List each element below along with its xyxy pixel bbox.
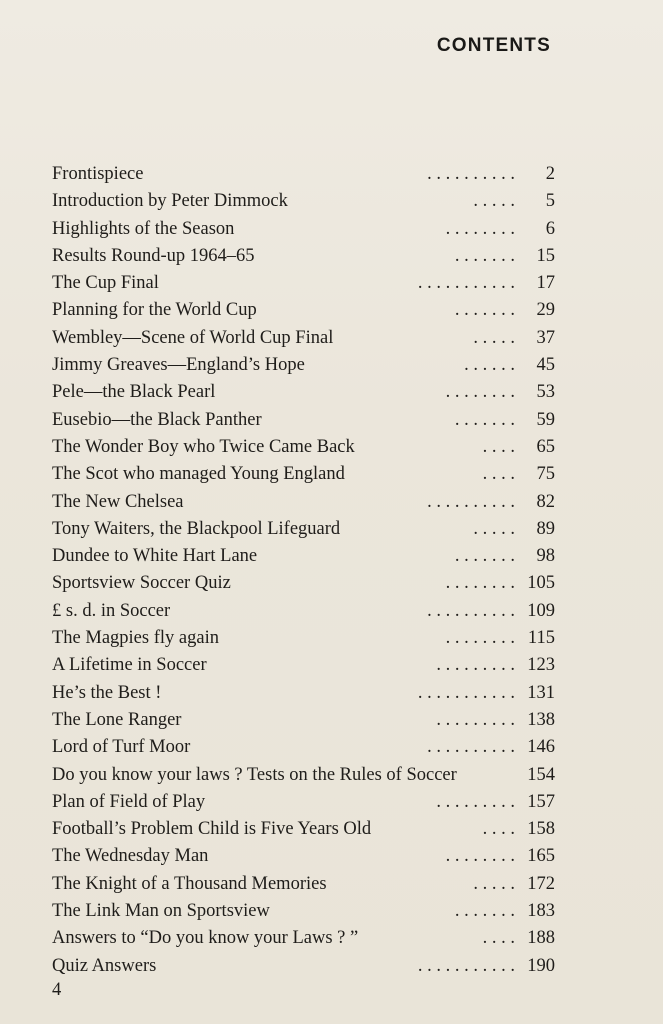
toc-entry-title: The Magpies fly again: [52, 628, 219, 649]
toc-entry-leader-dots: . . . . . . . .: [445, 573, 515, 594]
toc-entry-page: 123: [527, 655, 555, 676]
toc-entry-leader-dots: . . . . . . . . . .: [427, 164, 515, 184]
toc-entry-leader-dots: . . . . . . .: [454, 546, 515, 567]
toc-entry: [52, 625, 555, 652]
toc-entry-title: The Wonder Boy who Twice Came Back: [52, 436, 355, 457]
toc-entry-page: 59: [536, 409, 555, 430]
toc-entry-page: 109: [527, 600, 555, 621]
toc-entry: [52, 953, 555, 980]
toc-entry-leader-dots: . . . . .: [473, 191, 515, 212]
toc-entry: [52, 925, 555, 952]
toc-entry-page: 188: [527, 928, 555, 949]
toc-entry-title: Tony Waiters, the Blackpool Lifeguard: [52, 518, 341, 539]
toc-entry: [52, 461, 555, 488]
toc-entry-leader-dots: . . . . . . .: [454, 409, 515, 430]
toc-entry-leader-dots: . . . .: [482, 464, 515, 485]
toc-entry-page: 154: [527, 764, 555, 785]
toc-entry: [52, 707, 555, 734]
table-of-contents: [52, 161, 555, 980]
toc-entry-leader-dots: . . . . . . . . . . .: [417, 955, 515, 976]
toc-entry-title: The Scot who managed Young England: [52, 464, 345, 485]
toc-entry-title: Pele—the Black Pearl: [52, 382, 216, 403]
toc-entry: [52, 543, 555, 570]
toc-entry: [52, 489, 555, 516]
toc-entry-page: 5: [545, 191, 555, 212]
toc-entry: [52, 379, 555, 406]
toc-entry-title: The Wednesday Man: [52, 846, 209, 867]
toc-entry-page: 53: [536, 382, 555, 403]
toc-entry: [52, 188, 555, 215]
toc-entry-leader-dots: . . . . . . . . . . .: [417, 273, 515, 294]
contents-heading: CONTENTS: [436, 35, 551, 56]
toc-entry-page: 17: [536, 273, 555, 294]
toc-entry-title: The Cup Final: [52, 273, 159, 294]
toc-entry-title: A Lifetime in Soccer: [52, 655, 207, 676]
toc-entry-page: 89: [536, 518, 555, 539]
toc-entry: [52, 352, 555, 379]
toc-entry-title: Highlights of the Season: [52, 218, 235, 239]
toc-entry-leader-dots: . . . . . . . .: [445, 846, 515, 867]
toc-entry-leader-dots: . . . . . . . . .: [436, 655, 515, 676]
toc-entry-title: Jimmy Greaves—England’s Hope: [52, 355, 305, 376]
toc-entry-title: Answers to “Do you know your Laws ? ”: [52, 928, 359, 949]
toc-entry-page: 75: [536, 464, 555, 485]
toc-entry: [52, 297, 555, 324]
toc-entry-title: Football’s Problem Child is Five Years Old: [52, 819, 372, 840]
toc-entry-page: 172: [527, 873, 555, 894]
toc-entry-leader-dots: . . . . .: [473, 873, 515, 894]
toc-entry-page: 98: [536, 546, 555, 567]
toc-entry-page: 131: [527, 682, 555, 703]
toc-entry-page: 2: [545, 164, 555, 184]
toc-entry: [52, 434, 555, 461]
toc-entry-leader-dots: . . . . .: [473, 327, 515, 348]
toc-entry-page: 138: [527, 709, 555, 730]
toc-entry-title: Dundee to White Hart Lane: [52, 546, 258, 567]
toc-entry-title: Sportsview Soccer Quiz: [52, 573, 231, 594]
toc-entry: [52, 871, 555, 898]
toc-entry-leader-dots: . . . . . . . . . .: [427, 491, 515, 512]
toc-entry-title: Do you know your laws ? Tests on the Rules of Soccer: [52, 764, 457, 785]
toc-entry: [52, 652, 555, 679]
toc-entry-title: The New Chelsea: [52, 491, 184, 512]
toc-entry-title: Wembley—Scene of World Cup Final: [52, 327, 334, 348]
toc-entry-leader-dots: . . . . . . . .: [445, 628, 515, 649]
toc-entry-leader-dots: . . . . . . . . .: [436, 791, 515, 812]
toc-entry-page: 29: [536, 300, 555, 321]
toc-entry-page: 37: [536, 327, 555, 348]
toc-entry-title: Planning for the World Cup: [52, 300, 257, 321]
toc-entry: [52, 816, 555, 843]
toc-entry-leader-dots: . . . . . . .: [454, 245, 515, 266]
toc-entry-page: 157: [527, 791, 555, 812]
toc-entry: [52, 843, 555, 870]
toc-entry-page: 183: [527, 901, 555, 922]
toc-entry: [52, 762, 555, 789]
toc-entry-page: 6: [545, 218, 555, 239]
toc-entry-leader-dots: . . . . .: [473, 518, 515, 539]
toc-entry: [52, 407, 555, 434]
toc-entry-leader-dots: . . . .: [482, 819, 515, 840]
toc-entry: [52, 570, 555, 597]
toc-entry: [52, 734, 555, 761]
toc-entry-leader-dots: . . . . . . . . .: [436, 709, 515, 730]
toc-entry: [52, 161, 555, 188]
toc-entry: [52, 270, 555, 297]
toc-entry-page: 146: [527, 737, 555, 758]
toc-entry-page: 115: [527, 628, 555, 649]
toc-entry: [52, 680, 555, 707]
page-number: 4: [52, 980, 62, 1000]
toc-entry: [52, 898, 555, 925]
toc-entry-title: Quiz Answers: [52, 955, 157, 976]
toc-entry-leader-dots: . . . . . .: [464, 355, 515, 376]
toc-entry: [52, 516, 555, 543]
toc-entry-title: £ s. d. in Soccer: [52, 600, 171, 621]
toc-entry-title: The Knight of a Thousand Memories: [52, 873, 327, 894]
toc-entry-title: Plan of Field of Play: [52, 791, 206, 812]
toc-entry-leader-dots: . . . . . . . .: [445, 218, 515, 239]
toc-entry-leader-dots: . . . .: [482, 928, 515, 949]
toc-entry-title: Eusebio—the Black Panther: [52, 409, 262, 430]
toc-entry-leader-dots: . . . .: [482, 436, 515, 457]
toc-entry-page: 190: [527, 955, 555, 976]
toc-entry-leader-dots: . . . . . . . . . .: [427, 600, 515, 621]
toc-entry-page: 82: [536, 491, 555, 512]
toc-entry-leader-dots: . . . . . . .: [454, 901, 515, 922]
toc-entry-title: The Lone Ranger: [52, 709, 182, 730]
toc-entry-leader-dots: . . . . . . . . . .: [427, 737, 515, 758]
toc-entry-page: 15: [536, 245, 555, 266]
toc-entry: [52, 598, 555, 625]
toc-entry: [52, 243, 555, 270]
toc-entry-page: 105: [527, 573, 555, 594]
toc-entry-page: 165: [527, 846, 555, 867]
toc-entry-title: Lord of Turf Moor: [52, 737, 191, 758]
toc-entry-leader-dots: . . . . . . . .: [445, 382, 515, 403]
toc-entry-title: He’s the Best !: [52, 682, 162, 703]
toc-entry-title: Frontispiece: [52, 164, 144, 184]
toc-entry: [52, 325, 555, 352]
toc-entry-leader-dots: . . . . . . . . . . .: [417, 682, 515, 703]
toc-entry-page: 65: [536, 436, 555, 457]
toc-entry-page: 158: [527, 819, 555, 840]
toc-entry-title: Results Round-up 1964–65: [52, 245, 255, 266]
toc-entry-title: The Link Man on Sportsview: [52, 901, 270, 922]
toc-entry: [52, 216, 555, 243]
toc-entry-leader-dots: . . . . . . .: [454, 300, 515, 321]
toc-entry-page: 45: [536, 355, 555, 376]
toc-entry: [52, 789, 555, 816]
toc-entry-title: Introduction by Peter Dimmock: [52, 191, 288, 212]
